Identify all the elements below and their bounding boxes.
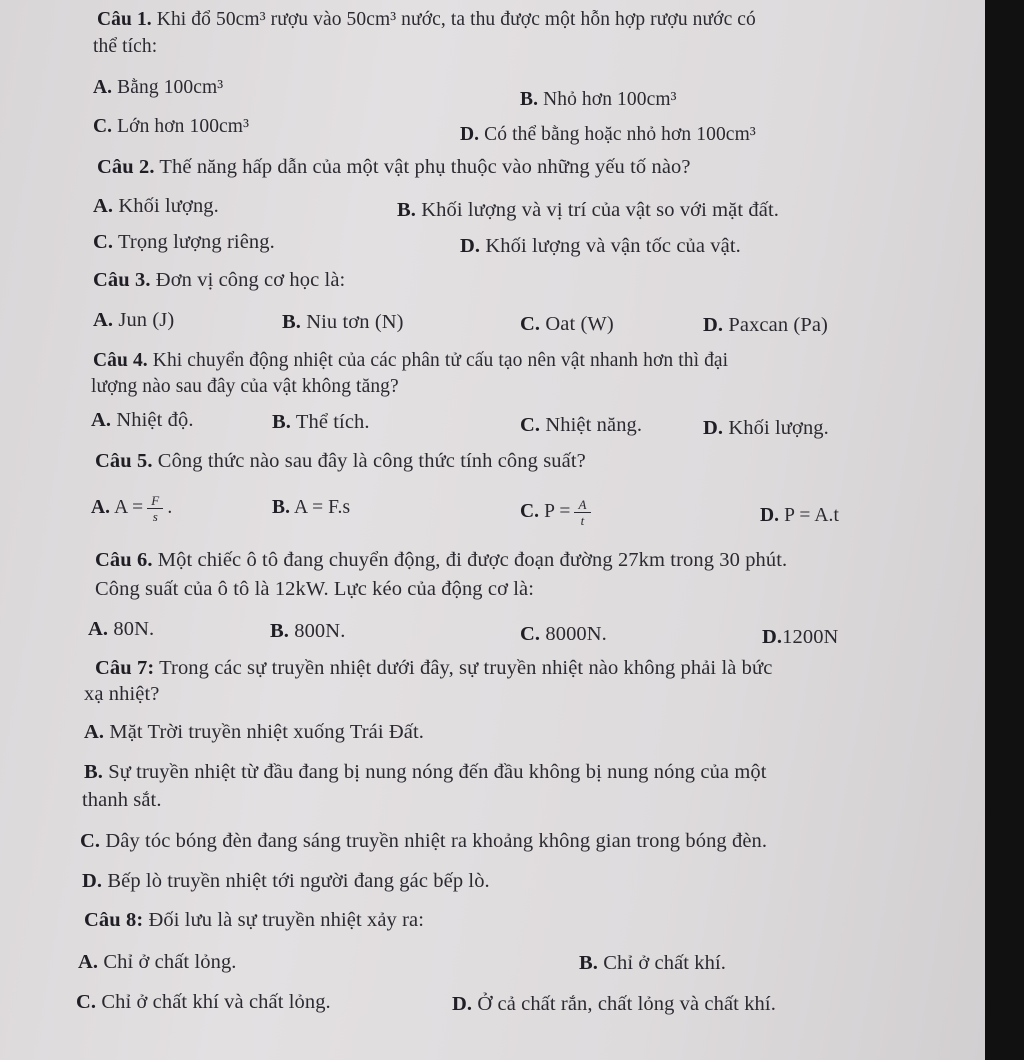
photo-dark-edge <box>985 0 1024 1060</box>
q7-option-a: A. Mặt Trời truyền nhiệt xuống Trái Đất. <box>84 721 425 743</box>
q6-stem: Câu 6. Một chiếc ô tô đang chuyển động, đi được đoạn đường 27km trong 30 phút. <box>95 549 788 571</box>
q3-option-b: B. Niu tơn (N) <box>282 311 404 333</box>
q2-option-c: C. Trọng lượng riêng. <box>93 231 275 253</box>
q1-stem: Câu 1. Khi đổ 50cm³ rượu vào 50cm³ nước, ta thu được một hỗn hợp rượu nước có <box>97 9 756 30</box>
q6-option-d: D.1200N <box>762 626 839 648</box>
q6-option-a: A. 80N. <box>88 618 155 640</box>
q3-option-a: A. Jun (J) <box>93 309 175 331</box>
q3-stem: Câu 3. Đơn vị công cơ học là: <box>93 269 346 291</box>
q4-stem: Câu 4. Khi chuyển động nhiệt của các phân tử cấu tạo nên vật nhanh hơn thì đại <box>93 350 729 371</box>
q1-option-d: D. Có thể bằng hoặc nhỏ hơn 100cm³ <box>460 124 756 145</box>
q4-option-c: C. Nhiệt năng. <box>520 414 643 436</box>
q4-option-b: B. Thể tích. <box>272 411 370 433</box>
q6-option-b: B. 800N. <box>270 620 346 642</box>
q6-stem-cont: Công suất của ô tô là 12kW. Lực kéo của động cơ là: <box>95 578 535 600</box>
q2-option-a: A. Khối lượng. <box>93 195 219 217</box>
q7-stem-cont: xạ nhiệt? <box>84 683 160 705</box>
q8-option-a: A. Chỉ ở chất lỏng. <box>78 951 237 973</box>
q7-stem: Câu 7: Trong các sự truyền nhiệt dưới đây, sự truyền nhiệt nào không phải là bức <box>95 657 773 679</box>
q4-stem-cont: lượng nào sau đây của vật không tăng? <box>91 376 399 397</box>
q1-label: Câu 1. <box>97 9 152 30</box>
q7-option-c: C. Dây tóc bóng đèn đang sáng truyền nhiệt ra khoảng không gian trong bóng đèn. <box>80 830 768 852</box>
q5-option-a: A. A = $\frac{F}{s}$ . <box>91 493 173 524</box>
q8-stem: Câu 8: Đối lưu là sự truyền nhiệt xảy ra: <box>84 909 425 931</box>
q2-stem: Câu 2. Thế năng hấp dẫn của một vật phụ thuộc vào những yếu tố nào? <box>97 156 691 178</box>
q5-c-fraction: $\frac{A}{t}$ <box>574 498 590 527</box>
q2-option-d: D. Khối lượng và vận tốc của vật. <box>460 235 741 257</box>
q4-option-d: D. Khối lượng. <box>703 417 829 439</box>
q7-option-b: B. Sự truyền nhiệt từ đầu đang bị nung nóng đến đầu không bị nung nóng của một <box>84 761 767 783</box>
q3-option-c: C. Oat (W) <box>520 313 614 335</box>
q7-option-d: D. Bếp lò truyền nhiệt tới người đang gác bếp lò. <box>82 870 490 892</box>
q5-stem: Câu 5. Công thức nào sau đây là công thức tính công suất? <box>95 450 586 472</box>
q8-option-b: B. Chỉ ở chất khí. <box>579 952 727 974</box>
q8-option-c: C. Chỉ ở chất khí và chất lỏng. <box>76 991 331 1013</box>
q5-option-b: B. A = F.s <box>272 497 351 518</box>
q1-option-a: A. Bằng 100cm³ <box>93 77 224 98</box>
q2-option-b: B. Khối lượng và vị trí của vật so với mặt đất. <box>397 199 779 221</box>
q5-option-c: C. P = $\frac{A}{t}$ <box>520 498 595 527</box>
q1-option-b: B. Nhỏ hơn 100cm³ <box>520 89 677 110</box>
q7-option-b-cont: thanh sắt. <box>82 789 162 811</box>
q5-a-fraction: $\frac{F}{s}$ <box>147 494 163 523</box>
q1-option-c: C. Lớn hơn 100cm³ <box>93 116 250 137</box>
q6-option-c: C. 8000N. <box>520 623 607 645</box>
q1-stem-cont: thể tích: <box>93 36 158 57</box>
q8-option-d: D. Ở cả chất rắn, chất lỏng và chất khí. <box>452 993 776 1015</box>
q5-option-d: D. P = A.t <box>760 505 840 526</box>
q3-option-d: D. Paxcan (Pa) <box>703 314 828 336</box>
q4-option-a: A. Nhiệt độ. <box>91 409 194 431</box>
